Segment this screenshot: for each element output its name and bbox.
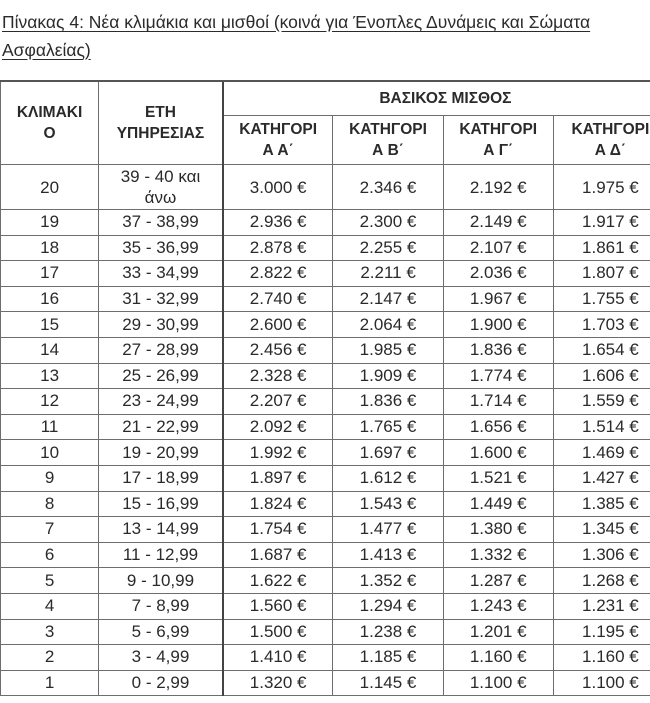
- cell-category-a: 2.822 €: [223, 261, 333, 287]
- cell-years: 13 - 14,99: [99, 517, 223, 543]
- cell-scale: 15: [1, 312, 99, 338]
- cell-category-a: 1.500 €: [223, 619, 333, 645]
- cell-years: 5 - 6,99: [99, 619, 223, 645]
- table-row: [1, 440, 650, 466]
- cell-category-b: 1.477 €: [333, 517, 443, 543]
- table-row: [1, 491, 650, 517]
- cell-category-c: 1.967 €: [443, 286, 553, 312]
- cell-category-b: 1.185 €: [333, 645, 443, 671]
- cell-scale: 10: [1, 440, 99, 466]
- cell-category-c: 1.600 €: [443, 440, 553, 466]
- cell-scale: 9: [1, 465, 99, 491]
- cell-years: 25 - 26,99: [99, 363, 223, 389]
- cell-category-c: 2.149 €: [443, 210, 553, 236]
- caption-line-2: Ασφαλείας): [2, 40, 91, 60]
- cell-category-c: 1.449 €: [443, 491, 553, 517]
- cell-category-c: 1.243 €: [443, 593, 553, 619]
- cell-years: 35 - 36,99: [99, 235, 223, 261]
- cell-category-c: 2.107 €: [443, 235, 553, 261]
- cell-scale: 12: [1, 389, 99, 415]
- cell-category-d: 1.427 €: [553, 465, 650, 491]
- cell-category-b: 1.352 €: [333, 568, 443, 594]
- salary-scale-table: [0, 80, 650, 696]
- cell-category-a: 2.936 €: [223, 210, 333, 236]
- cell-category-b: 1.765 €: [333, 414, 443, 440]
- cell-years: 11 - 12,99: [99, 542, 223, 568]
- cell-category-a: 1.897 €: [223, 465, 333, 491]
- cell-category-b: 2.300 €: [333, 210, 443, 236]
- cell-category-c: 1.900 €: [443, 312, 553, 338]
- cell-category-a: 1.560 €: [223, 593, 333, 619]
- cell-category-c: 1.656 €: [443, 414, 553, 440]
- table-row: [1, 517, 650, 543]
- cell-category-b: 1.145 €: [333, 670, 443, 696]
- cell-category-d: 1.231 €: [553, 593, 650, 619]
- cell-category-b: 1.238 €: [333, 619, 443, 645]
- cell-category-c: 1.521 €: [443, 465, 553, 491]
- cell-category-b: 1.697 €: [333, 440, 443, 466]
- cell-category-a: 1.410 €: [223, 645, 333, 671]
- cell-category-b: 2.211 €: [333, 261, 443, 287]
- table-row: [1, 593, 650, 619]
- cell-category-a: 2.878 €: [223, 235, 333, 261]
- table-body: [1, 165, 650, 696]
- table-row: [1, 619, 650, 645]
- cell-scale: 18: [1, 235, 99, 261]
- table-row: [1, 337, 650, 363]
- table-row: [1, 312, 650, 338]
- cell-scale: 2: [1, 645, 99, 671]
- table-row: [1, 414, 650, 440]
- cell-years: 9 - 10,99: [99, 568, 223, 594]
- cell-category-d: 1.195 €: [553, 619, 650, 645]
- cell-category-b: 1.294 €: [333, 593, 443, 619]
- cell-category-d: 1.306 €: [553, 542, 650, 568]
- cell-scale: 14: [1, 337, 99, 363]
- header-category-b: ΚΑΤΗΓΟΡΙ Α Β΄: [333, 116, 443, 165]
- table-row: [1, 568, 650, 594]
- header-scale: ΚΛΙΜΑΚΙ Ο: [1, 81, 99, 165]
- cell-scale: 16: [1, 286, 99, 312]
- cell-scale: 13: [1, 363, 99, 389]
- cell-category-d: 1.268 €: [553, 568, 650, 594]
- cell-years: 27 - 28,99: [99, 337, 223, 363]
- cell-years: 21 - 22,99: [99, 414, 223, 440]
- table-row: [1, 261, 650, 287]
- cell-years: 0 - 2,99: [99, 670, 223, 696]
- cell-category-d: 1.606 €: [553, 363, 650, 389]
- header-category-a: ΚΑΤΗΓΟΡΙ Α Α΄: [223, 116, 333, 165]
- cell-category-c: 1.160 €: [443, 645, 553, 671]
- table-row: [1, 363, 650, 389]
- cell-category-d: 1.559 €: [553, 389, 650, 415]
- cell-years: 7 - 8,99: [99, 593, 223, 619]
- cell-category-c: 1.100 €: [443, 670, 553, 696]
- cell-category-a: 1.992 €: [223, 440, 333, 466]
- cell-scale: 20: [1, 165, 99, 210]
- cell-category-a: 1.687 €: [223, 542, 333, 568]
- caption-line-1: Πίνακας 4: Νέα κλιμάκια και μισθοί (κοινά για Ένοπλες Δυνάμεις και Σώματα: [2, 12, 591, 32]
- cell-scale: 11: [1, 414, 99, 440]
- cell-scale: 17: [1, 261, 99, 287]
- cell-years: 37 - 38,99: [99, 210, 223, 236]
- cell-scale: 1: [1, 670, 99, 696]
- table-caption: [2, 8, 650, 64]
- cell-scale: 3: [1, 619, 99, 645]
- cell-category-b: 1.413 €: [333, 542, 443, 568]
- cell-category-a: 1.622 €: [223, 568, 333, 594]
- cell-category-c: 2.192 €: [443, 165, 553, 210]
- cell-category-a: 2.207 €: [223, 389, 333, 415]
- table-row: [1, 542, 650, 568]
- cell-years: 3 - 4,99: [99, 645, 223, 671]
- cell-category-b: 2.346 €: [333, 165, 443, 210]
- cell-category-a: 2.600 €: [223, 312, 333, 338]
- cell-category-a: 3.000 €: [223, 165, 333, 210]
- cell-category-d: 1.755 €: [553, 286, 650, 312]
- table-row: [1, 210, 650, 236]
- header-basic-salary: ΒΑΣΙΚΟΣ ΜΙΣΘΟΣ: [223, 81, 650, 116]
- cell-category-c: 2.036 €: [443, 261, 553, 287]
- table-row: [1, 670, 650, 696]
- cell-category-a: 2.328 €: [223, 363, 333, 389]
- cell-category-a: 1.824 €: [223, 491, 333, 517]
- cell-category-c: 1.287 €: [443, 568, 553, 594]
- cell-category-d: 1.654 €: [553, 337, 650, 363]
- cell-category-d: 1.345 €: [553, 517, 650, 543]
- cell-category-b: 1.836 €: [333, 389, 443, 415]
- cell-category-d: 1.385 €: [553, 491, 650, 517]
- cell-category-d: 1.703 €: [553, 312, 650, 338]
- cell-category-b: 1.612 €: [333, 465, 443, 491]
- cell-category-a: 1.320 €: [223, 670, 333, 696]
- cell-category-b: 1.543 €: [333, 491, 443, 517]
- cell-category-a: 2.092 €: [223, 414, 333, 440]
- cell-category-b: 2.064 €: [333, 312, 443, 338]
- table-row: [1, 235, 650, 261]
- cell-years: 23 - 24,99: [99, 389, 223, 415]
- cell-category-d: 1.514 €: [553, 414, 650, 440]
- header-years-of-service: ΕΤΗ ΥΠΗΡΕΣΙΑΣ: [99, 81, 223, 165]
- cell-category-c: 1.380 €: [443, 517, 553, 543]
- header-row-1: [1, 81, 650, 116]
- cell-scale: 4: [1, 593, 99, 619]
- cell-category-d: 1.917 €: [553, 210, 650, 236]
- cell-category-d: 1.807 €: [553, 261, 650, 287]
- cell-category-c: 1.332 €: [443, 542, 553, 568]
- cell-years: 19 - 20,99: [99, 440, 223, 466]
- table-row: [1, 165, 650, 210]
- cell-category-d: 1.100 €: [553, 670, 650, 696]
- cell-category-d: 1.469 €: [553, 440, 650, 466]
- cell-years: 15 - 16,99: [99, 491, 223, 517]
- cell-years: 29 - 30,99: [99, 312, 223, 338]
- table-row: [1, 286, 650, 312]
- cell-years: 17 - 18,99: [99, 465, 223, 491]
- cell-scale: 19: [1, 210, 99, 236]
- cell-category-a: 1.754 €: [223, 517, 333, 543]
- cell-scale: 7: [1, 517, 99, 543]
- header-category-d: ΚΑΤΗΓΟΡΙ Α Δ΄: [553, 116, 650, 165]
- cell-scale: 5: [1, 568, 99, 594]
- header-category-c: ΚΑΤΗΓΟΡΙ Α Γ΄: [443, 116, 553, 165]
- cell-scale: 6: [1, 542, 99, 568]
- cell-category-a: 2.456 €: [223, 337, 333, 363]
- cell-category-d: 1.861 €: [553, 235, 650, 261]
- cell-category-c: 1.774 €: [443, 363, 553, 389]
- cell-category-c: 1.836 €: [443, 337, 553, 363]
- cell-category-b: 2.255 €: [333, 235, 443, 261]
- cell-category-c: 1.714 €: [443, 389, 553, 415]
- cell-category-b: 1.985 €: [333, 337, 443, 363]
- cell-category-d: 1.975 €: [553, 165, 650, 210]
- cell-category-a: 2.740 €: [223, 286, 333, 312]
- cell-category-d: 1.160 €: [553, 645, 650, 671]
- cell-years: 33 - 34,99: [99, 261, 223, 287]
- cell-years: 31 - 32,99: [99, 286, 223, 312]
- cell-scale: 8: [1, 491, 99, 517]
- cell-years: 39 - 40 και άνω: [99, 165, 223, 210]
- cell-category-b: 1.909 €: [333, 363, 443, 389]
- table-row: [1, 389, 650, 415]
- table-row: [1, 465, 650, 491]
- table-row: [1, 645, 650, 671]
- cell-category-b: 2.147 €: [333, 286, 443, 312]
- cell-category-c: 1.201 €: [443, 619, 553, 645]
